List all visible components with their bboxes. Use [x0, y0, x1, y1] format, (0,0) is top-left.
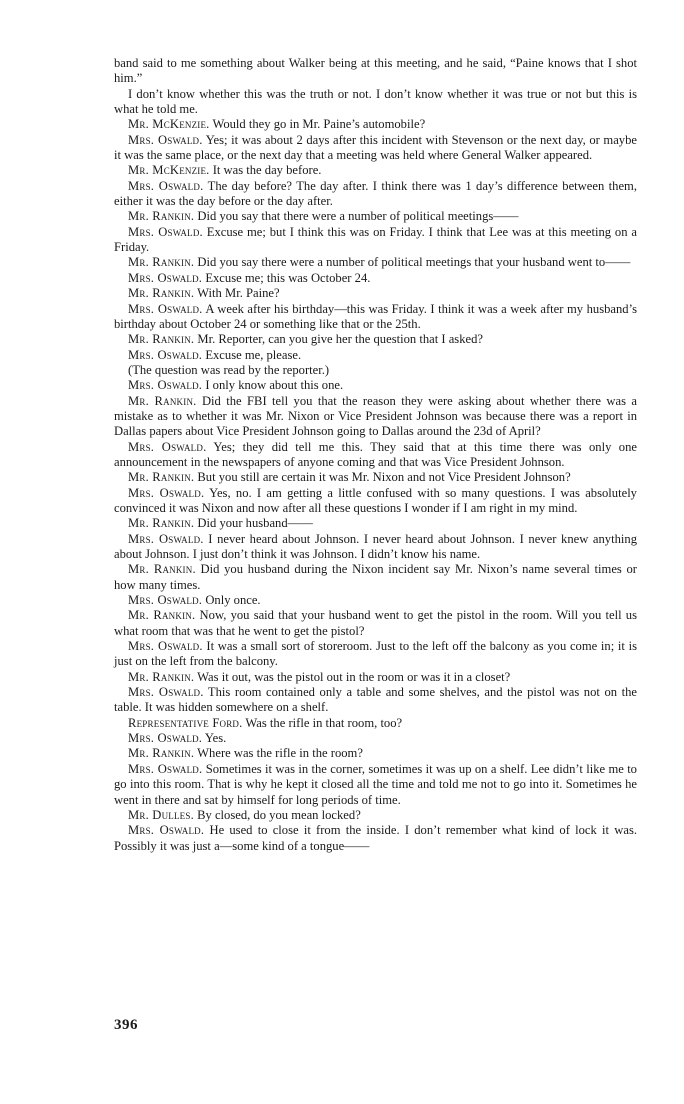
paragraph-text: I only know about this one.: [205, 378, 344, 393]
transcript-paragraph: [114, 56, 637, 87]
paragraph-text: Did your husband——: [197, 516, 313, 531]
paragraph-text: Was the rifle in that room, too?: [245, 715, 403, 730]
transcript-paragraph: [114, 486, 637, 517]
paragraph-text: With Mr. Paine?: [197, 286, 280, 301]
paragraph-text: By closed, do you mean locked?: [197, 807, 361, 822]
transcript-paragraph: [114, 302, 637, 333]
transcript-paragraph: [114, 133, 637, 164]
paragraph-text: I never heard about Johnson. I never heard about Johnson. I never knew anything about Johnson. I just don’t think it was Johnson. I didn’t know his name.: [114, 531, 637, 561]
speaker-label: Mrs. Oswald.: [128, 639, 203, 654]
speaker-label: Mrs. Oswald.: [128, 731, 203, 746]
speaker-label: Mr. Rankin.: [128, 286, 195, 301]
speaker-label: Mr. Rankin.: [128, 516, 195, 531]
paragraph-text: I don’t know whether this was the truth or not. I don’t know whether it was true or not but this is what he told me.: [114, 86, 637, 117]
paragraph-text: Did you say that there were a number of political meetings——: [197, 209, 519, 224]
paragraph-text: Yes; they did tell me this. They said that at this time there was only one announcement in the newspapers of anyone coming and that was Vice President Johnson.: [114, 439, 637, 469]
paragraph-text: band said to me something about Walker being at this meeting, and he said, “Paine knows that I shot him.”: [114, 56, 637, 86]
transcript-paragraph: [114, 348, 637, 363]
paragraph-text: (The question was read by the reporter.): [128, 362, 330, 377]
paragraph-text: Did the FBI tell you that the reason they were asking about whether there was a mistake as to whether it was Mr. Nixon or Vice President Johnson was because there was a report in Dallas papers about Vice President Johnson going to Dallas around the 23d of April?: [114, 393, 637, 439]
speaker-label: Mrs. Oswald.: [128, 823, 205, 838]
paragraph-text: It was a small sort of storeroom. Just to the left off the balcony as you come in; it is just on the left from the balcony.: [114, 639, 637, 669]
transcript-paragraph: [114, 179, 637, 210]
transcript-paragraph: [114, 363, 637, 378]
transcript-paragraph: [114, 394, 637, 440]
paragraph-text: Did you say there were a number of political meetings that your husband went to——: [197, 255, 631, 270]
speaker-label: Mrs. Oswald.: [128, 270, 203, 285]
transcript-paragraph: [114, 440, 637, 471]
transcript-paragraph: [114, 670, 637, 685]
transcript-paragraph: [114, 332, 637, 347]
speaker-label: Mr. Dulles.: [128, 807, 194, 822]
page-number: 396: [114, 1017, 138, 1033]
speaker-label: Representative Ford.: [128, 715, 243, 730]
paragraph-text: Yes, no. I am getting a little confused with so many questions. I was absolutely convinced it was Nixon and now after all these questions I wonder if I am right in my mind.: [114, 485, 637, 515]
paragraph-text: A week after his birthday—this was Friday. I think it was a week after my husband’s birthday about October 24 or something like that or the 25th.: [114, 301, 637, 331]
paragraph-text: Was it out, was the pistol out in the room or was it in a closet?: [197, 669, 511, 684]
speaker-label: Mr. McKenzie.: [128, 163, 210, 178]
paragraph-text: He used to close it from the inside. I don’t remember what kind of lock it was. Possibly it was just a—some kind of a tongue——: [114, 823, 637, 853]
transcript-paragraph: [114, 639, 637, 670]
transcript-paragraph: [114, 562, 637, 593]
paragraph-text: Would they go in Mr. Paine’s automobile?: [212, 117, 426, 132]
paragraph-text: Mr. Reporter, can you give her the question that I asked?: [197, 332, 483, 347]
paragraph-text: Only once.: [205, 593, 261, 608]
speaker-label: Mrs. Oswald.: [128, 531, 204, 546]
transcript-paragraph: [114, 716, 637, 731]
speaker-label: Mr. Rankin.: [128, 209, 195, 224]
speaker-label: Mr. Rankin.: [128, 470, 195, 485]
paragraph-text: Yes; it was about 2 days after this incident with Stevenson or the next day, or maybe it was the same place, or the next day that a meeting was held where General Walker appeared.: [114, 132, 637, 163]
transcript-paragraph: [114, 470, 637, 485]
transcript-paragraph: [114, 731, 637, 746]
paragraph-text: Excuse me; but I think this was on Friday. I think that Lee was at this meeting on a Friday.: [114, 224, 637, 255]
transcript-paragraph: [114, 378, 637, 393]
paragraph-text: But you still are certain it was Mr. Nixon and not Vice President Johnson?: [197, 470, 571, 485]
transcript-paragraph: [114, 746, 637, 761]
speaker-label: Mrs. Oswald.: [128, 761, 203, 776]
speaker-label: Mrs. Oswald.: [128, 132, 203, 147]
speaker-label: Mrs. Oswald.: [128, 485, 205, 500]
paragraph-text: Yes.: [204, 731, 227, 746]
speaker-label: Mrs. Oswald.: [128, 685, 204, 700]
transcript-paragraph: [114, 516, 637, 531]
paragraph-text: Now, you said that your husband went to get the pistol in the room. Will you tell us what room that was that he went to get the pistol?: [114, 608, 637, 638]
speaker-label: Mr. Rankin.: [128, 255, 195, 270]
speaker-label: Mr. Rankin.: [128, 562, 196, 577]
speaker-label: Mrs. Oswald.: [128, 224, 203, 239]
transcript-paragraph: [114, 271, 637, 286]
transcript-paragraph: [114, 823, 637, 854]
speaker-label: Mr. Rankin.: [128, 746, 195, 761]
paragraph-text: Excuse me; this was October 24.: [205, 270, 371, 285]
transcript-paragraph: [114, 225, 637, 256]
transcript-paragraph: [114, 532, 637, 563]
speaker-label: Mrs. Oswald.: [128, 301, 203, 316]
speaker-label: Mr. Rankin.: [128, 608, 196, 623]
paragraph-text: Did you husband during the Nixon incident say Mr. Nixon’s name several times or how many times.: [114, 562, 638, 592]
speaker-label: Mrs. Oswald.: [128, 178, 204, 193]
transcript-paragraph: [114, 209, 637, 224]
speaker-label: Mr. Rankin.: [128, 393, 197, 408]
transcript-paragraph: [114, 762, 637, 808]
speaker-label: Mr. Rankin.: [128, 332, 195, 347]
speaker-label: Mr. Rankin.: [128, 669, 195, 684]
paragraph-text: Excuse me, please.: [205, 347, 302, 362]
transcript-paragraph: [114, 685, 637, 716]
speaker-label: Mrs. Oswald.: [128, 378, 203, 393]
transcript-paragraph: [114, 117, 637, 132]
transcript-paragraph: [114, 593, 637, 608]
paragraph-text: The day before? The day after. I think there was 1 day’s difference between them, either it was the day before or the day after.: [114, 178, 637, 209]
speaker-label: Mr. McKenzie.: [128, 117, 210, 132]
transcript-page: [114, 56, 637, 854]
speaker-label: Mrs. Oswald.: [128, 593, 203, 608]
paragraph-text: This room contained only a table and some shelves, and the pistol was not on the table. It was hidden somewhere on a shelf.: [114, 685, 637, 715]
transcript-paragraph: [114, 163, 637, 178]
transcript-paragraph: [114, 255, 637, 270]
paragraph-text: Where was the rifle in the room?: [197, 746, 363, 761]
transcript-paragraph: [114, 87, 637, 118]
transcript-paragraph: [114, 808, 637, 823]
transcript-paragraph: [114, 286, 637, 301]
speaker-label: Mrs. Oswald.: [128, 439, 207, 454]
paragraph-text: It was the day before.: [212, 163, 322, 178]
transcript-paragraph: [114, 608, 637, 639]
speaker-label: Mrs. Oswald.: [128, 347, 203, 362]
paragraph-text: Sometimes it was in the corner, sometimes it was up on a shelf. Lee didn’t like me to go into this room. That is why he kept it closed all the time and told me not to go into it. Sometimes he went in there and sat by himself for long periods of time.: [114, 761, 637, 807]
